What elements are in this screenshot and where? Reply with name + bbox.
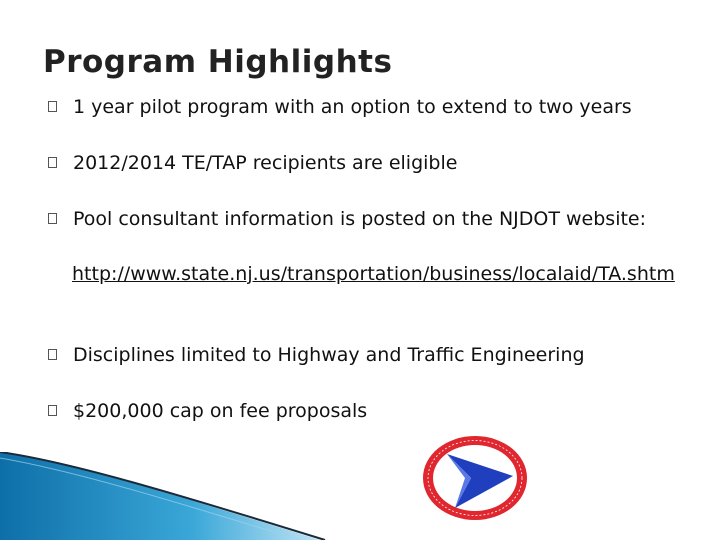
bullet-text: Disciplines limited to Highway and Traffic Engineering [73, 344, 585, 366]
njdot-logo-icon [421, 434, 533, 522]
slide-title: Program Highlights [43, 44, 393, 80]
bullet-square-icon [48, 349, 57, 360]
bullet-text: 1 year pilot program with an option to extend to two years [73, 96, 632, 118]
bullet-square-icon [48, 405, 57, 416]
bullet-item [48, 207, 646, 231]
bullet-text: Pool consultant information is posted on the NJDOT website: [73, 208, 647, 230]
njdot-website-link[interactable]: http://www.state.nj.us/transportation/business/localaid/TA.shtm [72, 263, 675, 285]
bullet-square-icon [48, 157, 57, 168]
bullet-item [48, 343, 585, 367]
bullet-text: $200,000 cap on fee proposals [73, 400, 368, 422]
bullet-item [48, 399, 367, 423]
bullet-item [48, 95, 632, 119]
bullet-item [48, 151, 457, 175]
bullet-square-icon [48, 101, 57, 112]
bullet-text: 2012/2014 TE/TAP recipients are eligible [73, 152, 458, 174]
bullet-square-icon [48, 213, 57, 224]
blue-swoosh-decoration [0, 452, 330, 540]
